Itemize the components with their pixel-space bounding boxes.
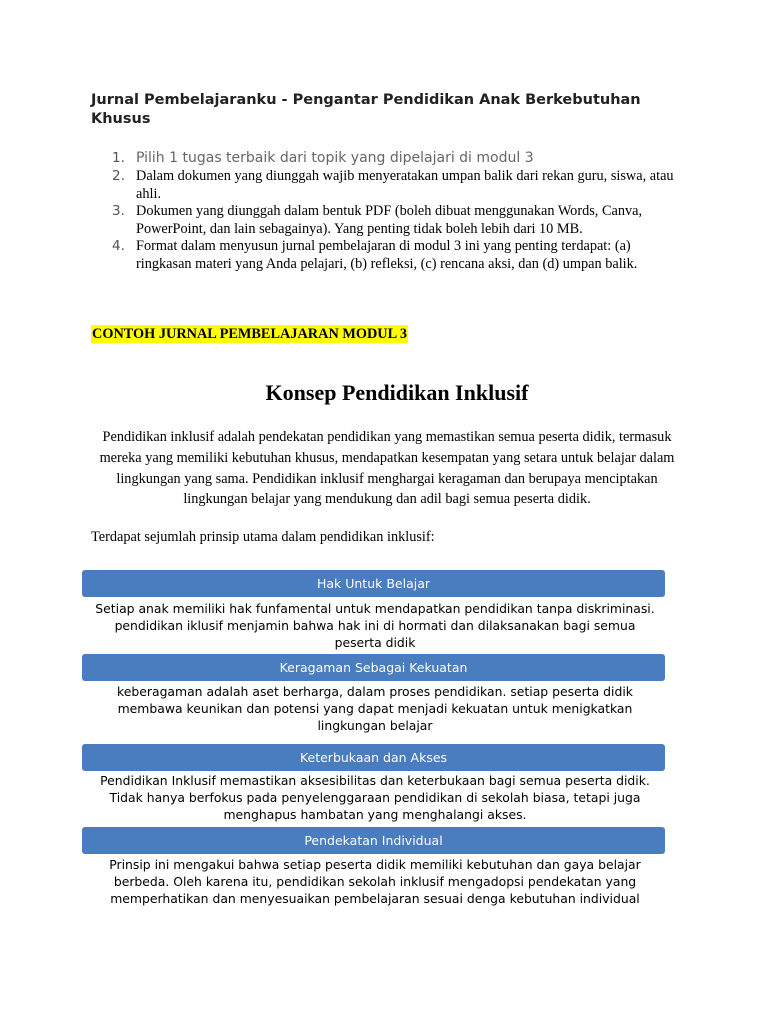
instruction-number: 2. — [112, 168, 125, 184]
principle-title-bar: Keterbukaan dan Akses — [82, 744, 665, 771]
principle-title-bar: Pendekatan Individual — [82, 827, 665, 854]
instruction-text: Format dalam menyusun jurnal pembelajaran di modul 3 ini yang penting terdapat: (a) ringkasan materi yang Anda pelajari, (b) refleksi, (c) rencana aksi, dan (d) umpan balik. — [136, 238, 638, 272]
instruction-text: Dalam dokumen yang diunggah wajib menyeratakan umpan balik dari rekan guru, siswa, atau ahli. — [136, 168, 674, 202]
principles-lead: Terdapat sejumlah prinsip utama dalam pendidikan inklusif: — [91, 529, 435, 545]
instruction-number: 1. — [112, 150, 125, 166]
document-title: Jurnal Pembelajaranku - Pengantar Pendidikan Anak Berkebutuhan Khusus — [91, 92, 641, 127]
instruction-list — [106, 149, 676, 273]
principle-description: keberagaman adalah aset berharga, dalam proses pendidikan. setiap peserta didik membawa keunikan dan potensi yang dapat menjadi kekuatan untuk menigkatkan lingkungan belajar — [117, 684, 633, 734]
instruction-number: 4. — [112, 238, 125, 254]
instruction-item — [106, 168, 676, 203]
principle-description: Setiap anak memiliki hak funfamental untuk mendapatkan pendidikan tanpa diskriminasi. pendidikan iklusif menjamin bahwa hak ini di hormati dan dilaksanakan bagi semua peserta didik — [95, 601, 655, 651]
principle-description: Pendidikan Inklusif memastikan aksesibilitas dan keterbukaan bagi semua peserta didik. Tidak hanya berfokus pada penyelenggaraan pendidikan di sekolah biasa, tetapi juga menghapus hambatan yang menghalangi akses. — [100, 773, 650, 823]
intro-paragraph: Pendidikan inklusif adalah pendekatan pendidikan yang memastikan semua peserta didik, termasuk mereka yang memiliki kebutuhan khusus, mendapatkan kesempatan yang setara untuk belajar dalam lingkungan yang sama. Pendidikan inklusif menghargai keragaman dan berupaya menciptakan lingkungan belajar yang mendukung dan adil bagi semua peserta didik. — [99, 429, 675, 508]
instruction-item — [106, 203, 676, 238]
example-label: CONTOH JURNAL PEMBELAJARAN MODUL 3 — [92, 326, 408, 342]
instruction-number: 3. — [112, 203, 125, 219]
instruction-item — [106, 238, 676, 273]
instruction-text: Dokumen yang diunggah dalam bentuk PDF (boleh dibuat menggunakan Words, Canva, PowerPoint, dan lain sebagainya). Yang penting tidak boleh lebih dari 10 MB. — [136, 203, 643, 237]
instruction-item — [106, 149, 676, 168]
section-heading: Konsep Pendidikan Inklusif — [265, 380, 529, 405]
principle-title-bar: Hak Untuk Belajar — [82, 570, 665, 597]
principle-description: Prinsip ini mengakui bahwa setiap peserta didik memiliki kebutuhan dan gaya belajar berbeda. Oleh karena itu, pendidikan sekolah inklusif mengadopsi pendekatan yang memperhatikan dan menyesuaikan pembelajaran sesuai denga kebutuhan individual — [109, 857, 641, 907]
principle-title-bar: Keragaman Sebagai Kekuatan — [82, 654, 665, 681]
instruction-text: Pilih 1 tugas terbaik dari topik yang dipelajari di modul 3 — [136, 150, 534, 166]
